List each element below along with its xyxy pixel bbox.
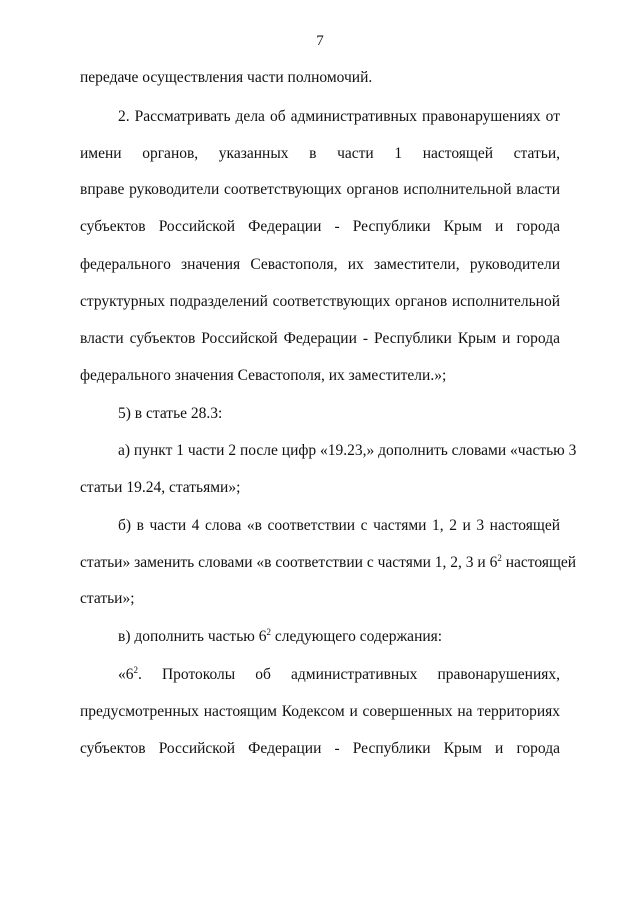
page-number: 7: [316, 33, 324, 49]
item-5-line: 5) в статье 28.3:: [118, 405, 223, 422]
text-line: структурных подразделений соответствующих органов исполнительной: [80, 293, 560, 310]
text-segment: в) дополнить частью 6: [118, 628, 267, 645]
superscript: 2: [497, 552, 502, 563]
text-segment: . Протоколы об административных правонарушениях,: [138, 666, 560, 683]
text-line: федерального значения Севастополя, их заместители.»;: [80, 367, 447, 384]
text-segment: настоящей: [501, 554, 577, 571]
text-line: имени органов, указанных в части 1 настоящей статьи,: [80, 145, 560, 162]
text-line: [80, 552, 577, 573]
superscript: 2: [266, 626, 271, 637]
text-line: статьи»;: [80, 590, 135, 607]
subitem-v-line: [118, 627, 560, 647]
text-segment: «6: [118, 666, 134, 683]
text-line: федерального значения Севастополя, их заместители, руководители: [80, 256, 560, 273]
quoted-part-line: [118, 665, 560, 685]
text-line: передаче осуществления части полномочий.: [80, 69, 373, 86]
text-line: субъектов Российской Федерации - Республики Крым и города: [80, 218, 560, 235]
superscript: 2: [133, 664, 138, 675]
text-segment: следующего содержания:: [270, 628, 443, 645]
text-line: предусмотренных настоящим Кодексом и совершенных на территориях: [80, 703, 560, 720]
text-line: власти субъектов Российской Федерации - Республики Крым и города: [80, 330, 560, 347]
text-line: статьи 19.24, статьями»;: [80, 479, 241, 496]
text-line: вправе руководители соответствующих органов исполнительной власти: [80, 181, 560, 198]
subitem-a-line: а) пункт 1 части 2 после цифр «19.23,» дополнить словами «частью 3: [118, 442, 577, 459]
subitem-b-line: б) в части 4 слова «в соответствии с частями 1, 2 и 3 настоящей: [118, 517, 560, 534]
text-segment: статьи» заменить словами «в соответствии с частями 1, 2, 3 и 6: [80, 554, 498, 571]
paragraph-2-line: 2. Рассматривать дела об административных правонарушениях от: [118, 108, 560, 125]
text-line: субъектов Российской Федерации - Республики Крым и города: [80, 740, 560, 757]
